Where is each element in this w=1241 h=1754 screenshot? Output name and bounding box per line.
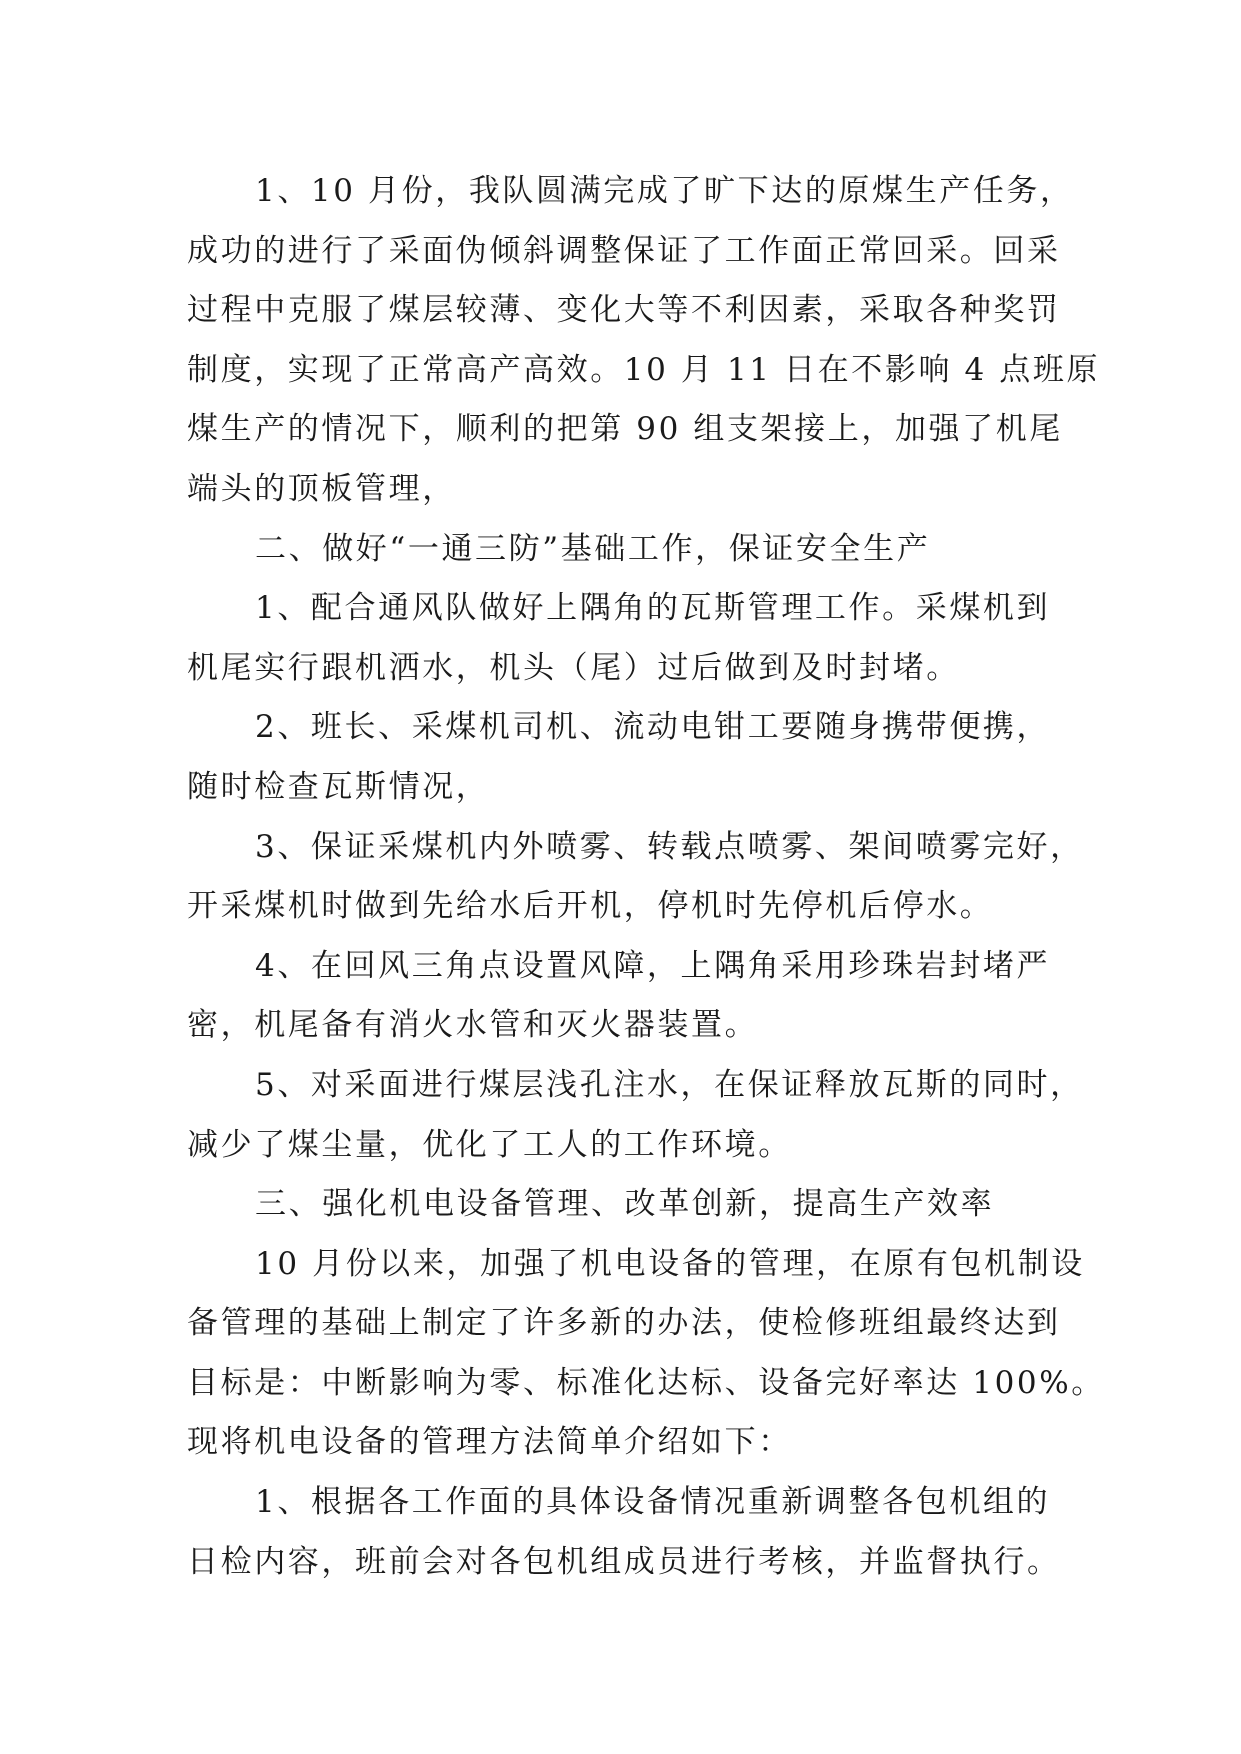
text-line: 4、在回风三角点设置风障，上隅角采用珍珠岩封堵严 (255, 947, 1051, 984)
paragraph (187, 579, 1087, 698)
text-line: 机尾实行跟机洒水，机头（尾）过后做到及时封堵。 (187, 649, 960, 686)
text-line: 3、保证采煤机内外喷雾、转载点喷雾、架间喷雾完好， (255, 828, 1084, 865)
paragraph (187, 818, 1087, 937)
text-line: 三、强化机电设备管理、改革创新，提高生产效率 (255, 1186, 995, 1223)
paragraph (187, 1235, 1105, 1473)
text-line: 10 月份以来，加强了机电设备的管理，在原有包机制设 (255, 1245, 1085, 1282)
text-line: 开采煤机时做到先给水后开机，停机时先停机后停水。 (187, 888, 994, 925)
text-line: 备管理的基础上制定了许多新的办法，使检修班组最终达到 (187, 1305, 1061, 1342)
section-heading (187, 1175, 1087, 1235)
text-line: 制度，实现了正常高产高效。10 月 11 日在不影响 4 点班原 (187, 351, 1101, 388)
text-line: 过程中克服了煤层较薄、变化大等不利因素，采取各种奖罚 (187, 292, 1061, 329)
text-line: 2、班长、采煤机司机、流动电钳工要随身携带便携， (255, 709, 1051, 746)
text-line: 随时检查瓦斯情况， (187, 768, 490, 805)
text-line: 端头的顶板管理， (187, 470, 456, 507)
text-line: 目标是：中断影响为零、标准化达标、设备完好率达 100%。 (187, 1364, 1105, 1401)
paragraph (187, 937, 1087, 1056)
text-line: 密，机尾备有消火水管和灭火器装置。 (187, 1007, 759, 1044)
section-heading (187, 520, 1087, 580)
paragraph (187, 1056, 1087, 1175)
text-line: 1、根据各工作面的具体设备情况重新调整各包机组的 (255, 1484, 1051, 1521)
text-line: 1、配合通风队做好上隅角的瓦斯管理工作。采煤机到 (255, 590, 1051, 627)
text-line: 日检内容，班前会对各包机组成员进行考核，并监督执行。 (187, 1543, 1061, 1580)
document-body (187, 162, 1105, 1592)
text-line: 现将机电设备的管理方法简单介绍如下： (187, 1424, 792, 1461)
paragraph (187, 1473, 1087, 1592)
text-line: 煤生产的情况下，顺利的把第 90 组支架接上，加强了机尾 (187, 411, 1063, 448)
text-line: 成功的进行了采面伪倾斜调整保证了工作面正常回采。回采 (187, 232, 1061, 269)
paragraph (187, 698, 1087, 817)
text-line: 5、对采面进行煤层浅孔注水，在保证释放瓦斯的同时， (255, 1066, 1084, 1103)
text-line: 1、10 月份，我队圆满完成了旷下达的原煤生产任务， (255, 173, 1074, 209)
paragraph (187, 162, 1101, 520)
text-line: 减少了煤尘量，优化了工人的工作环境。 (187, 1126, 792, 1163)
text-line: 二、做好“一通三防”基础工作，保证安全生产 (255, 530, 931, 567)
